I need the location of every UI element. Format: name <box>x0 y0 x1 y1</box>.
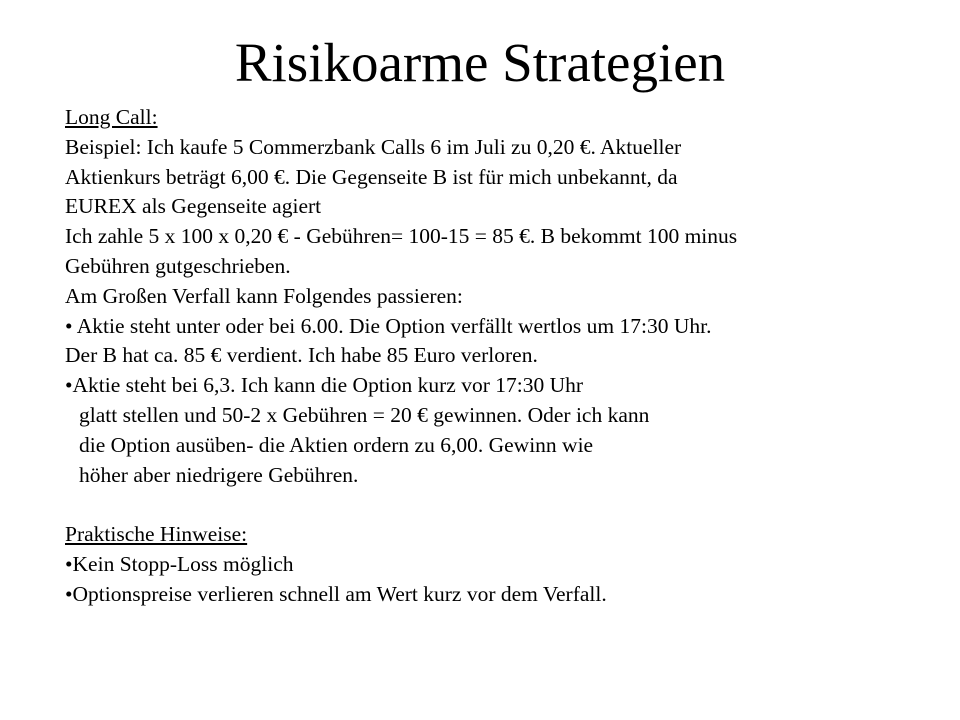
scenario-2-line-3: die Option ausüben- die Aktien ordern zu 6,00. Gewinn wie <box>79 432 594 457</box>
bullet-scenario-2: •Aktie steht bei 6,3. Ich kann die Option kurz vor 17:30 Uhr <box>65 373 584 398</box>
example-line-2: Aktienkurs beträgt 6,00 €. Die Gegenseite B ist für mich unbekannt, da <box>65 164 678 189</box>
blank-line <box>65 490 925 520</box>
bullet-no-stop-loss: •Kein Stopp-Loss möglich <box>65 551 294 576</box>
slide-body <box>65 103 925 610</box>
expiry-intro: Am Großen Verfall kann Folgendes passieren: <box>65 283 463 308</box>
slide-title: Risikoarme Strategien <box>234 32 726 93</box>
payment-line-1: Ich zahle 5 x 100 x 0,20 € - Gebühren= 100-15 = 85 €. B bekommt 100 minus <box>65 224 738 249</box>
example-line-1: Beispiel: Ich kaufe 5 Commerzbank Calls 6 im Juli zu 0,20 €. Aktueller <box>65 134 682 159</box>
scenario-2-line-4: höher aber niedrigere Gebühren. <box>79 462 359 487</box>
bullet-option-prices: •Optionspreise verlieren schnell am Wert kurz vor dem Verfall. <box>65 581 607 606</box>
bullet-scenario-1: • Aktie steht unter oder bei 6.00. Die Option verfällt wertlos um 17:30 Uhr. <box>65 313 712 338</box>
payment-line-2: Gebühren gutgeschrieben. <box>65 253 291 278</box>
example-line-3: EUREX als Gegenseite agiert <box>65 194 322 219</box>
scenario-2-line-2: glatt stellen und 50-2 x Gebühren = 20 € gewinnen. Oder ich kann <box>79 402 650 427</box>
practical-notes-heading: Praktische Hinweise: <box>65 522 248 547</box>
scenario-1-result: Der B hat ca. 85 € verdient. Ich habe 85 Euro verloren. <box>65 343 538 368</box>
long-call-heading: Long Call: <box>65 105 158 129</box>
